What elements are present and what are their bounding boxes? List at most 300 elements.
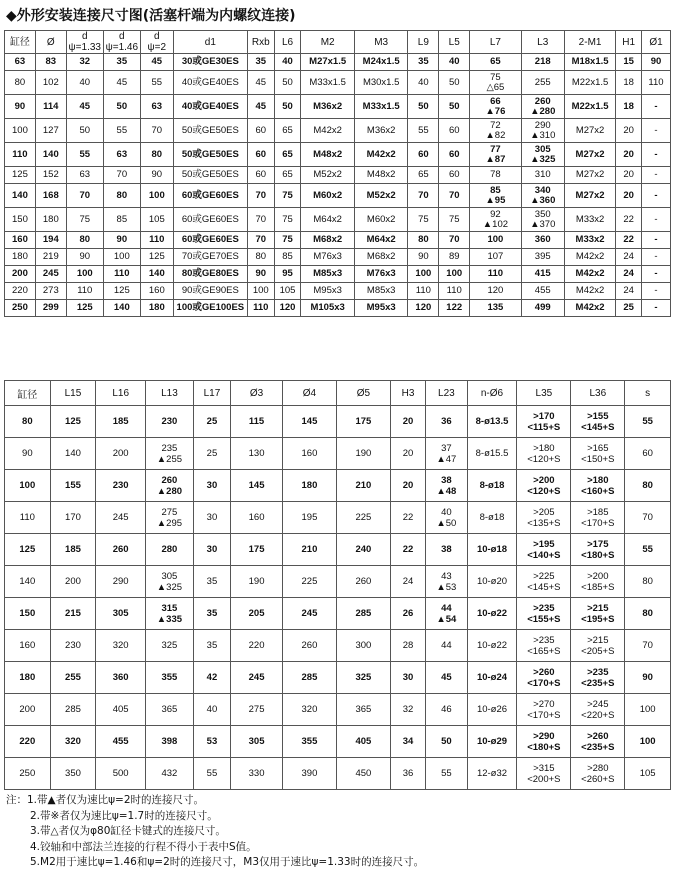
column-header: d ψ=2 xyxy=(140,31,173,54)
table-cell: >200 <185+S xyxy=(571,566,625,598)
table-cell: 60 xyxy=(408,143,439,167)
column-header: M3 xyxy=(354,31,408,54)
table-cell: 310 xyxy=(521,167,564,184)
table-cell: 140 xyxy=(35,143,66,167)
table-cell: M27x2 xyxy=(564,184,615,208)
table-cell: M64x2 xyxy=(354,232,408,249)
table-cell: 110 xyxy=(642,71,671,95)
table-cell: 24 xyxy=(616,283,642,300)
table-cell: M27x2 xyxy=(564,119,615,143)
table-cell: M95x3 xyxy=(301,283,355,300)
table-cell: 50 xyxy=(439,71,470,95)
table-cell: 110 xyxy=(103,266,140,283)
table-cell: 160 xyxy=(5,630,51,662)
column-header: 缸径 xyxy=(5,381,51,406)
table-cell: 100或GE100ES xyxy=(173,300,247,317)
table-cell: >260 <170+S xyxy=(517,662,571,694)
table-cell: 305 ▲325 xyxy=(521,143,564,167)
table-cell: 175 xyxy=(231,534,283,566)
table-cell: 194 xyxy=(35,232,66,249)
table-cell: 15 xyxy=(616,54,642,71)
table-cell: 44 xyxy=(426,630,467,662)
table-cell: 10-ø26 xyxy=(467,694,517,726)
table-cell: 140 xyxy=(5,566,51,598)
table-row xyxy=(5,119,671,143)
table-cell: 127 xyxy=(35,119,66,143)
table-cell: >235 <235+S xyxy=(571,662,625,694)
table-cell: 28 xyxy=(390,630,425,662)
table-cell: 45 xyxy=(247,71,274,95)
table-cell: 107 xyxy=(470,249,521,266)
column-header: Ø xyxy=(35,31,66,54)
table-cell: 70 xyxy=(625,630,671,662)
table-header-row xyxy=(5,381,671,406)
table-cell: 285 xyxy=(282,662,336,694)
table-cell: 90 xyxy=(5,438,51,470)
table-cell: 230 xyxy=(50,630,96,662)
table-header-row xyxy=(5,31,671,54)
table-cell: - xyxy=(642,208,671,232)
table-cell: 55 xyxy=(625,406,671,438)
table-cell: 75 xyxy=(274,184,301,208)
table-row xyxy=(5,502,671,534)
table-cell: 24 xyxy=(616,266,642,283)
table-cell: 125 xyxy=(50,406,96,438)
table-cell: 25 xyxy=(616,300,642,317)
table-cell: 115 xyxy=(231,406,283,438)
table-cell: M42x2 xyxy=(564,300,615,317)
column-header: d ψ=1.33 xyxy=(66,31,103,54)
table-cell: M60x2 xyxy=(301,184,355,208)
table-row xyxy=(5,438,671,470)
table-cell: M52x2 xyxy=(354,184,408,208)
table-cell: 8-ø15.5 xyxy=(467,438,517,470)
table-cell: 80或GE80ES xyxy=(173,266,247,283)
table-cell: 40 xyxy=(439,54,470,71)
table-cell: 140 xyxy=(50,438,96,470)
table-cell: 120 xyxy=(274,300,301,317)
table-cell: 18 xyxy=(616,95,642,119)
table-cell: 455 xyxy=(96,726,146,758)
table-cell: 340 ▲360 xyxy=(521,184,564,208)
table-cell: 50 xyxy=(408,95,439,119)
column-header: Ø4 xyxy=(282,381,336,406)
table-cell: 80 xyxy=(140,143,173,167)
table-cell: 50 xyxy=(103,95,140,119)
table-cell: 110 xyxy=(439,283,470,300)
table-cell: 10-ø18 xyxy=(467,534,517,566)
table-cell: 50或GE50ES xyxy=(173,167,247,184)
table-cell: 180 xyxy=(35,208,66,232)
table-cell: 230 xyxy=(146,406,194,438)
table-cell: 125 xyxy=(140,249,173,266)
table-cell: 360 xyxy=(521,232,564,249)
table-cell: >165 <150+S xyxy=(571,438,625,470)
table-cell: 200 xyxy=(5,694,51,726)
table-cell: 360 xyxy=(96,662,146,694)
table-cell: 40或GE40ES xyxy=(173,95,247,119)
table-cell: >205 <135+S xyxy=(517,502,571,534)
column-header: L7 xyxy=(470,31,521,54)
table-cell: 200 xyxy=(96,438,146,470)
table-cell: 60 xyxy=(439,143,470,167)
table-row xyxy=(5,232,671,249)
table-cell: >170 <115+S xyxy=(517,406,571,438)
table-cell: 20 xyxy=(616,184,642,208)
table-row xyxy=(5,630,671,662)
table-cell: 85 ▲95 xyxy=(470,184,521,208)
table-cell: 100 xyxy=(140,184,173,208)
table-cell: 290 xyxy=(96,566,146,598)
table-cell: 235 ▲255 xyxy=(146,438,194,470)
column-header: L5 xyxy=(439,31,470,54)
table-cell: 26 xyxy=(390,598,425,630)
table-row xyxy=(5,167,671,184)
table-cell: M68x2 xyxy=(301,232,355,249)
column-header: L3 xyxy=(521,31,564,54)
table-cell: >175 <180+S xyxy=(571,534,625,566)
table-cell: 245 xyxy=(35,266,66,283)
table-row xyxy=(5,534,671,566)
table-cell: - xyxy=(642,167,671,184)
table-cell: 100 xyxy=(5,470,51,502)
table-cell: 355 xyxy=(146,662,194,694)
table-cell: 150 xyxy=(5,208,36,232)
table-cell: 125 xyxy=(103,283,140,300)
table-cell: >280 <260+S xyxy=(571,758,625,790)
table-cell: 40 xyxy=(193,694,230,726)
table-cell: 60 xyxy=(247,143,274,167)
column-header: L23 xyxy=(426,381,467,406)
table-cell: M76x3 xyxy=(301,249,355,266)
table-cell: 55 xyxy=(103,119,140,143)
table-cell: 152 xyxy=(35,167,66,184)
table-cell: 125 xyxy=(5,534,51,566)
table-cell: 50或GE50ES xyxy=(173,119,247,143)
table-cell: 255 xyxy=(50,662,96,694)
table-cell: 80 xyxy=(408,232,439,249)
table-row xyxy=(5,566,671,598)
table-cell: 218 xyxy=(521,54,564,71)
table-cell: 120 xyxy=(470,283,521,300)
table-row xyxy=(5,694,671,726)
table-cell: 170 xyxy=(50,502,96,534)
table-row xyxy=(5,54,671,71)
table-cell: 70 xyxy=(408,184,439,208)
table-cell: 140 xyxy=(5,184,36,208)
table-cell: 299 xyxy=(35,300,66,317)
table-cell: 60 xyxy=(247,119,274,143)
table-cell: 24 xyxy=(390,566,425,598)
table-cell: - xyxy=(642,249,671,266)
table-cell: 70 xyxy=(247,232,274,249)
table-cell: 43 ▲53 xyxy=(426,566,467,598)
table-cell: 90 xyxy=(642,54,671,71)
page-title: ◆外形安装连接尺寸图(活塞杆端为内螺纹连接) xyxy=(6,8,296,24)
table-cell: 90 xyxy=(140,167,173,184)
column-header: Ø5 xyxy=(336,381,390,406)
table-cell: M33x1.5 xyxy=(354,95,408,119)
table-cell: 432 xyxy=(146,758,194,790)
table-cell: 70 xyxy=(439,232,470,249)
table-cell: M27x1.5 xyxy=(301,54,355,71)
table-cell: 105 xyxy=(140,208,173,232)
column-header: s xyxy=(625,381,671,406)
column-header: L36 xyxy=(571,381,625,406)
table-cell: 180 xyxy=(282,470,336,502)
table-cell: 35 xyxy=(247,54,274,71)
table-cell: 100 xyxy=(5,119,36,143)
column-header: L17 xyxy=(193,381,230,406)
table-cell: 65 xyxy=(274,119,301,143)
table-cell: 80 xyxy=(5,71,36,95)
table-cell: 63 xyxy=(103,143,140,167)
table-row xyxy=(5,208,671,232)
table-cell: 75 △65 xyxy=(470,71,521,95)
table-cell: 350 xyxy=(50,758,96,790)
table-row xyxy=(5,662,671,694)
column-header: L35 xyxy=(517,381,571,406)
table-cell: 36 xyxy=(426,406,467,438)
table-cell: 280 xyxy=(146,534,194,566)
table-cell: M18x1.5 xyxy=(564,54,615,71)
table-cell: M27x2 xyxy=(564,167,615,184)
table-cell: 24 xyxy=(616,249,642,266)
table-cell: 65 xyxy=(274,167,301,184)
table-cell: 83 xyxy=(35,54,66,71)
table-cell: M64x2 xyxy=(301,208,355,232)
table-cell: 355 xyxy=(282,726,336,758)
table-cell: 45 xyxy=(247,95,274,119)
table-cell: 405 xyxy=(96,694,146,726)
table-cell: >180 <160+S xyxy=(571,470,625,502)
table-cell: 500 xyxy=(96,758,146,790)
table-cell: M33x2 xyxy=(564,208,615,232)
table-row xyxy=(5,71,671,95)
table-cell: 50或GE50ES xyxy=(173,143,247,167)
table-row xyxy=(5,470,671,502)
table-cell: 80 xyxy=(625,470,671,502)
table-cell: M48x2 xyxy=(354,167,408,184)
table-cell: 25 xyxy=(193,406,230,438)
table-cell: 80 xyxy=(66,232,103,249)
table-cell: 260 ▲280 xyxy=(146,470,194,502)
table-cell: 10-ø22 xyxy=(467,630,517,662)
table-cell: >185 <170+S xyxy=(571,502,625,534)
table-row xyxy=(5,726,671,758)
table-cell: 350 ▲370 xyxy=(521,208,564,232)
table-cell: 38 xyxy=(426,534,467,566)
table-cell: 12-ø32 xyxy=(467,758,517,790)
table-cell: 80 xyxy=(625,566,671,598)
table-cell: 325 xyxy=(336,662,390,694)
table-cell: >270 <170+S xyxy=(517,694,571,726)
table-cell: 110 xyxy=(66,283,103,300)
table-cell: M85x3 xyxy=(301,266,355,283)
table-cell: 55 xyxy=(625,534,671,566)
table-cell: 260 xyxy=(96,534,146,566)
table-cell: 315 ▲335 xyxy=(146,598,194,630)
table-cell: 110 xyxy=(5,143,36,167)
table-cell: M22x1.5 xyxy=(564,95,615,119)
table-cell: 185 xyxy=(50,534,96,566)
table-cell: >215 <205+S xyxy=(571,630,625,662)
note-line: 注：1.带▲者仅为速比ψ=2时的连接尺寸。 xyxy=(6,794,204,806)
table-cell: 70 xyxy=(247,208,274,232)
table-cell: 180 xyxy=(140,300,173,317)
column-header: L13 xyxy=(146,381,194,406)
table-cell: M42x2 xyxy=(564,266,615,283)
table-cell: 100 xyxy=(66,266,103,283)
table-cell: 120 xyxy=(408,300,439,317)
table-cell: 175 xyxy=(336,406,390,438)
table-cell: 50 xyxy=(426,726,467,758)
table-cell: - xyxy=(642,232,671,249)
table-cell: 100 xyxy=(247,283,274,300)
table-cell: 273 xyxy=(35,283,66,300)
table-cell: 90 xyxy=(247,266,274,283)
table-cell: 55 xyxy=(193,758,230,790)
table-cell: 38 ▲48 xyxy=(426,470,467,502)
table-cell: >215 <195+S xyxy=(571,598,625,630)
table-cell: 195 xyxy=(282,502,336,534)
table-cell: 63 xyxy=(66,167,103,184)
table-cell: 285 xyxy=(336,598,390,630)
table-cell: 395 xyxy=(521,249,564,266)
table-cell: 42 xyxy=(193,662,230,694)
table-cell: 70或GE70ES xyxy=(173,249,247,266)
table-cell: 285 xyxy=(50,694,96,726)
table-cell: 275 ▲295 xyxy=(146,502,194,534)
notes-section xyxy=(6,793,671,871)
table-row xyxy=(5,406,671,438)
table-cell: 40 xyxy=(274,54,301,71)
table-cell: 110 xyxy=(470,266,521,283)
table-cell: 220 xyxy=(5,726,51,758)
table-cell: 80 xyxy=(5,406,51,438)
table-cell: 85 xyxy=(274,249,301,266)
note-line: 3.带△者仅为φ80缸径卡键式的连接尺寸。 xyxy=(30,825,226,837)
table-cell: 330 xyxy=(231,758,283,790)
table-cell: 250 xyxy=(5,758,51,790)
table-cell: M42x2 xyxy=(354,143,408,167)
table-cell: 55 xyxy=(408,119,439,143)
table-cell: 70 xyxy=(625,502,671,534)
table-cell: M33x2 xyxy=(564,232,615,249)
table-cell: 60或GE60ES xyxy=(173,184,247,208)
table-cell: 55 xyxy=(66,143,103,167)
table-cell: 89 xyxy=(439,249,470,266)
table-cell: 200 xyxy=(5,266,36,283)
table-cell: 60 xyxy=(439,119,470,143)
table-cell: 215 xyxy=(50,598,96,630)
table-cell: 140 xyxy=(103,300,140,317)
table-cell: 40 ▲50 xyxy=(426,502,467,534)
table-cell: 180 xyxy=(5,662,51,694)
table-cell: 10-ø24 xyxy=(467,662,517,694)
table-cell: 105 xyxy=(274,283,301,300)
table-cell: 210 xyxy=(282,534,336,566)
table-cell: 305 xyxy=(231,726,283,758)
table-cell: 415 xyxy=(521,266,564,283)
table-cell: 90 xyxy=(66,249,103,266)
table-cell: 55 xyxy=(140,71,173,95)
table-cell: - xyxy=(642,283,671,300)
table-cell: 70 xyxy=(247,184,274,208)
table-cell: 110 xyxy=(408,283,439,300)
table-cell: 250 xyxy=(5,300,36,317)
table-cell: 20 xyxy=(390,438,425,470)
table-cell: 185 xyxy=(96,406,146,438)
table-cell: 100 xyxy=(625,726,671,758)
table-cell: 45 xyxy=(103,71,140,95)
table-cell: 160 xyxy=(231,502,283,534)
table-cell: 300 xyxy=(336,630,390,662)
column-header: Ø3 xyxy=(231,381,283,406)
table-cell: 90 xyxy=(408,249,439,266)
column-header: H3 xyxy=(390,381,425,406)
table-cell: 210 xyxy=(336,470,390,502)
table-cell: 130 xyxy=(231,438,283,470)
table-cell: 65 xyxy=(470,54,521,71)
column-header: L15 xyxy=(50,381,96,406)
table-cell: - xyxy=(642,266,671,283)
table-cell: 46 xyxy=(426,694,467,726)
table-cell: 8-ø13.5 xyxy=(467,406,517,438)
table-cell: 45 xyxy=(140,54,173,71)
table-cell: 450 xyxy=(336,758,390,790)
table-cell: M36x2 xyxy=(301,95,355,119)
table-cell: 30 xyxy=(193,502,230,534)
table-cell: 40或GE40ES xyxy=(173,71,247,95)
table-cell: 22 xyxy=(616,232,642,249)
table-cell: 70 xyxy=(439,184,470,208)
table-row xyxy=(5,283,671,300)
table-cell: 499 xyxy=(521,300,564,317)
table-cell: 200 xyxy=(50,566,96,598)
table-cell: 34 xyxy=(390,726,425,758)
table-cell: 30 xyxy=(193,470,230,502)
table-cell: 35 xyxy=(193,566,230,598)
table-cell: M30x1.5 xyxy=(354,71,408,95)
column-header: n-Ø6 xyxy=(467,381,517,406)
table-cell: 102 xyxy=(35,71,66,95)
table-cell: M105x3 xyxy=(301,300,355,317)
column-header: L9 xyxy=(408,31,439,54)
table-cell: 125 xyxy=(66,300,103,317)
table-cell: 125 xyxy=(5,167,36,184)
table-cell: 220 xyxy=(5,283,36,300)
table-cell: 114 xyxy=(35,95,66,119)
table-cell: M33x1.5 xyxy=(301,71,355,95)
table-cell: M68x2 xyxy=(354,249,408,266)
table-cell: 255 xyxy=(521,71,564,95)
table-row xyxy=(5,758,671,790)
table-row xyxy=(5,266,671,283)
column-header: 缸径 xyxy=(5,31,36,54)
table-cell: 60 xyxy=(625,438,671,470)
table-cell: 320 xyxy=(50,726,96,758)
table-cell: 225 xyxy=(336,502,390,534)
table-cell: - xyxy=(642,300,671,317)
table-cell: M36x2 xyxy=(354,119,408,143)
table-cell: 219 xyxy=(35,249,66,266)
note-line: 5.M2用于速比ψ=1.46和ψ=2时的连接尺寸，M3仅用于速比ψ=1.33时的连接尺寸。 xyxy=(30,856,425,868)
table-cell: 140 xyxy=(140,266,173,283)
table-cell: 63 xyxy=(5,54,36,71)
table-cell: 275 xyxy=(231,694,283,726)
table-cell: 77 ▲87 xyxy=(470,143,521,167)
